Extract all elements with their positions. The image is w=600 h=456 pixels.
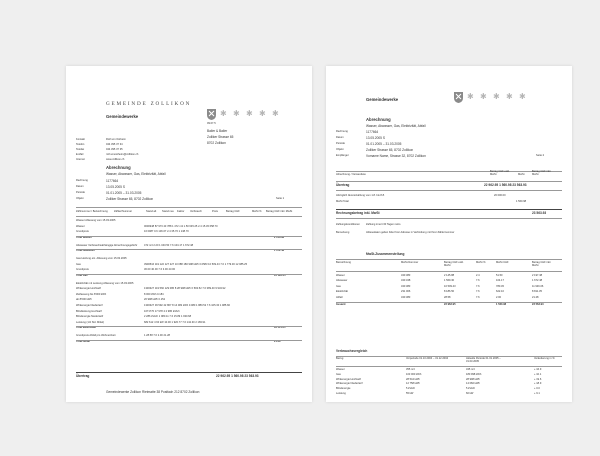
column-header: Abrechnung / Verwendete (336, 173, 366, 176)
meta-label: Rechnung (336, 130, 348, 133)
meta-value: 13.05.2005 S (106, 185, 125, 189)
divider (76, 207, 302, 208)
subtotal-label: Total Abwasser (76, 249, 95, 253)
column-header: Betrag CHF inkl. MwSt (532, 261, 552, 267)
line-item-label: Gas (76, 262, 81, 266)
table-cell: 55 kW (406, 392, 414, 395)
contact-value: 044 395 37 34 (106, 143, 123, 146)
table-cell: 8 186.50 (444, 290, 455, 294)
table-cell: 7.6 (476, 279, 480, 283)
column-header: Verbrauch (190, 210, 202, 213)
note-label: Zahlungskonditionen (336, 223, 360, 226)
line-item-label: Wirkenergie Niedertarif (76, 304, 103, 307)
page-footer: Gemeindewerke Zollikon Rietmatte 38 Postfach 212 8702 Zollikon (106, 390, 200, 394)
table-cell: 7.6 (476, 295, 480, 299)
table-cell: 51.50 (496, 274, 503, 277)
table-cell: 1 569.30 (444, 279, 455, 283)
department-name: Gemeindewerke (106, 114, 139, 119)
table-total-cell: 1 560.98 (496, 303, 507, 306)
column-header: MwSt % (252, 210, 262, 213)
divider (336, 181, 562, 182)
page-number: Seite 1 (276, 197, 285, 200)
table-cell: 14 082 kWh (466, 382, 480, 386)
table-cell: + 19.6 (534, 377, 542, 381)
divider (336, 171, 562, 172)
line-item-values: 682 612 4 60 kW 10.00 1 920.77 7.6 142.30 2 183.91 (144, 320, 206, 324)
column-header: Veränderung in % (534, 357, 555, 360)
line-item-values: 2 286 kVArh 1 980.11 7.6 15.89 1 930.68 (144, 315, 192, 319)
divider (76, 326, 302, 327)
line-item-label: ab 8'000 kWh (76, 298, 92, 302)
table-cell: 103 000 kWh (406, 372, 422, 376)
contact-label: Telefon (76, 143, 85, 146)
document-title: Abrechnung (106, 165, 131, 170)
contact-label: Internet (76, 158, 85, 161)
table-cell: Wirkenergie Hochtarif (336, 377, 361, 381)
meta-value: 1177664 (106, 179, 119, 183)
contact-value: www.zollikon.ch (106, 158, 125, 161)
column-header: Betrag CHF exkl. MwSt (444, 261, 464, 267)
meta-value: 01.01.2005 – 31.03.2005 (106, 191, 142, 195)
table-cell: 345 m3 (466, 368, 475, 371)
star-icon: ✱ (272, 109, 279, 118)
subtotal-label: Total Abfall (76, 339, 90, 343)
letter-date: 09.07.5 (207, 122, 216, 125)
star-icon: ✱ (519, 92, 526, 101)
table-cell: + 0.0 (534, 387, 540, 391)
meta-label: Periode (76, 191, 85, 194)
line-item-label: Grundpreis (76, 230, 89, 234)
table-cell: 8 811.35 (532, 290, 542, 294)
subtotal-value: 12 128.45 (274, 273, 286, 277)
table-cell: 7.6 (476, 284, 480, 288)
department-name: Gemeindewerke (366, 97, 399, 102)
column-header: Bezeichnung (336, 261, 351, 264)
line-value: 20 000.00 (494, 194, 506, 197)
column-header: Stand alt (146, 210, 157, 213)
table-cell: 11 946.06 (532, 284, 544, 288)
document-subtitle: Wasser, Abwasser, Gas, Elektrizität, Abfall (106, 172, 166, 176)
meta-label: Periode (336, 142, 345, 145)
divider (336, 190, 562, 191)
star-icon: ✱ (506, 92, 513, 101)
meta-label: Empfänger (336, 154, 349, 157)
line-item-label: Grundpreis Abfall pro Wohneinheit (76, 334, 116, 338)
table-cell: 622.10 (496, 290, 504, 294)
column-header: Betrag CHF (226, 210, 240, 213)
table-total-cell: Gesamt (336, 303, 346, 306)
star-icon: ✱ (233, 109, 240, 118)
table-cell: 180 998 kWh (466, 372, 482, 376)
table-cell: 340 383 (401, 295, 411, 299)
column-header: Zählnummer / Bezeichnung (76, 210, 108, 213)
column-header: Betrag CHF inkl. MwSt (266, 210, 293, 213)
table-cell: 104.17 (496, 279, 504, 283)
meta-value: 1177664 (366, 130, 379, 134)
coat-of-arms-icon (207, 109, 216, 120)
table-cell: 2 197.38 (532, 274, 543, 277)
note-value: Zahlung innert 30 Tagen netto (366, 223, 401, 226)
table-cell: 21.28 (532, 295, 539, 299)
divider (76, 340, 302, 341)
meta-value: Vorname Name, Strasse 32, 8702 Zollikon (366, 154, 426, 158)
divider (76, 236, 302, 237)
meta-label: Objekt (76, 197, 84, 200)
carry-forward-values: 22 962.95 1 560.98 23 563.93 (484, 183, 527, 187)
line-item-values: 3900516 119 122 127 227 10 088 180 998 kWh 0.0583 10 509.43 7.6 1 779.30 12 085.25 (144, 262, 248, 266)
meta-label: Datum (76, 185, 84, 188)
table-cell: + 10.1 (534, 372, 542, 376)
page-number: Seite 2 (536, 154, 545, 157)
divider (336, 259, 562, 260)
subtotal-label: Total Wasser (76, 235, 92, 239)
table-cell: Abfall (336, 295, 343, 299)
carry-forward-label: Übertrag (336, 183, 350, 187)
subtotal-value: 2 143.98 (274, 235, 285, 239)
table-total-cell: 22 962.95 (444, 303, 456, 306)
line-label: Abzüglich Akontozahlung vom 1.8. bis 8.8. (336, 194, 385, 197)
invoice-total-label: Rechnungsbetrag inkl. MwSt (336, 211, 380, 215)
subtotal-label: Total Elektrizität (76, 326, 96, 330)
table-cell: Wirkenergie Niedertarif (336, 382, 363, 386)
table-cell: 340 348 (401, 279, 411, 283)
column-header: MwSt-Nummer (401, 261, 419, 264)
contact-label: Kontakt (76, 138, 85, 141)
column-header: Aktuelle Periode 01.01.2005 – 31.03.2005 (466, 357, 501, 363)
table-cell: 12 758 kWh (406, 382, 420, 386)
line-item-label: Gas Heizung etc. Ablesung vom 15.03.2005 (76, 257, 127, 260)
carry-forward-values: 22 962.95 1 560.98 23 563.93 (216, 374, 259, 378)
table-cell: 28 544 kWh (406, 377, 420, 381)
line-item-label: Wasser Ablesung vom 15.03.2005 (76, 219, 116, 222)
carry-forward-label: Übertrag (76, 374, 90, 378)
table-cell: Gas (336, 284, 341, 288)
meta-value: Zolliker Strasse 65, 8702 Zollikon (366, 148, 414, 152)
table-cell: Elektrizität (336, 290, 348, 294)
consumption-comparison-title: Verbrauchsvergleich (336, 349, 368, 353)
table-cell: Wasser (336, 274, 345, 277)
column-header: Betrag CHF inkl. MwSt (532, 170, 552, 176)
meta-label: Datum (336, 136, 344, 139)
column-header: MwSt CHF (496, 261, 509, 264)
subtotal-label: Total Gas (76, 273, 88, 277)
meta-value: 01.01.2005 – 31.03.2005 (366, 142, 402, 146)
recipient-line: Bailer & Bailer (207, 129, 228, 133)
star-icon: ✱ (220, 109, 227, 118)
star-icon: ✱ (467, 92, 474, 101)
document-title: Abrechnung (366, 117, 391, 122)
line-item-values: 1671770 17 978 4 2 986 kVArh (144, 309, 180, 313)
invoice-total-value: 23 563.93 (532, 211, 547, 215)
table-cell: 355 m3 (406, 368, 415, 371)
line-item-label: Abwasser Verbrauchsabhängige Abrechnungsgebühr (76, 243, 138, 247)
table-cell: + 18.9 (534, 382, 542, 386)
divider (336, 356, 562, 357)
document-subtitle: Wasser, Abwasser, Gas, Elektrizität, Abfall (366, 124, 426, 128)
meta-value: Zolliker Strasse 65, 8702 Zollikon (106, 197, 154, 201)
column-header: Stand neu (162, 210, 174, 213)
contact-label: Telefax (76, 148, 85, 151)
divider (76, 274, 302, 275)
line-item-values: 1330327 119 560 129 086 8 28 998 kWh 6 593.52 7.6 389.40 9 934.92 (144, 287, 226, 291)
subtotal-value: 21.28 (274, 339, 281, 343)
line-item-values: 16 0987 0.6 136.67 2.4 35.70 1 138.70 (144, 230, 189, 234)
divider (76, 216, 302, 217)
vat-summary-title: MwSt-Zusammenstellung (366, 252, 405, 256)
table-cell: 60 kW (466, 392, 474, 395)
line-item-values: 30.00 40.00 7.6 3.00 43.00 (144, 268, 176, 272)
column-header: Vorperiode 01.10.2004 – 31.12.2004 (406, 357, 449, 360)
table-cell: Leistung (336, 392, 346, 395)
column-header: Preis (212, 210, 218, 213)
invoice-page-1 (66, 66, 312, 402)
line-item-label: Wirkenergie Hochtarif (76, 287, 101, 291)
line-item-values: 472 m3 2.20 1 040.50 7.6 104.17 1 672.48 (144, 243, 194, 247)
table-cell: 5 kVArh (406, 387, 416, 391)
star-icon: ✱ (493, 92, 500, 101)
table-cell: 1 672.48 (532, 279, 543, 283)
line-item-values: 1330327 39 592 42 867 8 14 082 kWh 0.080 1 880.52 7.6 105.30 1 985.82 (144, 304, 230, 307)
line-item-label: Leistung (1/4 Std. Mittel) (76, 320, 105, 324)
subtotal-value: 1 672.48 (274, 249, 285, 253)
column-header: Zähler/Nummer (114, 210, 133, 213)
invoice-page-2 (326, 66, 572, 402)
line-item-label: Elektrizität mit Leistung Ablesung vom 15.03.2005 (76, 281, 134, 285)
table-cell: 10 509.43 (444, 284, 456, 288)
column-header: Bezug (336, 357, 344, 360)
table-cell: 2.4 (476, 274, 480, 277)
table-cell: 780.45 (496, 284, 504, 288)
table-cell: 28 998 kWh (466, 377, 480, 381)
table-cell: Wasser (336, 368, 345, 371)
line-item-values: 8 000 kWh 0.184 (144, 292, 164, 296)
divider (76, 249, 302, 250)
municipality-name: GEMEINDE ZOLLIKON (106, 101, 192, 107)
contact-value: 044 395 37 35 (106, 148, 123, 151)
star-icon: ✱ (246, 109, 253, 118)
table-cell: Abwasser (336, 279, 348, 283)
line-item-values: 20 998 kWh 0.152 (144, 298, 166, 302)
contact-label: E-Mail (76, 153, 84, 156)
table-cell: + 16.9 (534, 368, 542, 371)
table-cell: 5 kVArh (466, 387, 476, 391)
coat-of-arms-icon (454, 92, 463, 103)
star-icon: ✱ (480, 92, 487, 101)
divider (336, 209, 562, 210)
line-item-values: 0000948 87 973 43 788 1 472 m3 1.50 645.25 2.4 15.45 658.70 (144, 224, 218, 228)
divider (336, 271, 562, 272)
column-header: MwSt (518, 173, 525, 176)
divider (76, 372, 302, 373)
divider (336, 366, 562, 367)
table-cell: + 9.1 (534, 392, 540, 395)
table-cell: 7.6 (476, 290, 480, 294)
line-item-label: Blindleistung Hochtarif (76, 309, 102, 313)
line-item-label: Wasser (76, 224, 85, 228)
note-label: Bemerkung (336, 231, 350, 234)
table-cell: Gas (336, 372, 341, 376)
table-cell: 340 383 (401, 284, 411, 288)
table-total-cell: 23 563.93 (532, 303, 544, 306)
recipient-line: Zolliker Strasse 65 (207, 135, 234, 139)
table-cell: 2 145.88 (444, 274, 455, 277)
column-header: MwSt % (476, 261, 486, 264)
table-cell: 2.00 (496, 295, 502, 299)
line-value: 1 560.98 (516, 200, 527, 203)
column-header: Faktor (177, 210, 185, 213)
divider (336, 218, 562, 219)
table-cell: 340 383 (401, 274, 411, 277)
meta-label: Objekt (336, 148, 344, 151)
note-value: Ablesedaten gelten bitte Ihrer Adresse in Verbindung mit Ihrer Zählernummer (366, 231, 455, 234)
line-item-label: Zielfassung bis 8'000 kWh (76, 292, 107, 296)
table-cell: Blindenergie (336, 387, 351, 391)
star-icon: ✱ (259, 109, 266, 118)
line-label: MwSt Total (336, 200, 349, 203)
contact-value: Rolf von Ostheim (106, 138, 126, 141)
contact-value: rolf.vonostheim@zollikon.ch (106, 153, 139, 156)
meta-value: 13.05.2005 S (366, 136, 385, 140)
column-header: Betrag CHF exkl. MwSt (490, 170, 510, 176)
line-item-label: Grundpreis (76, 268, 89, 272)
subtotal-value: 18 511.35 (274, 326, 286, 330)
line-item-label: Blindenergie Niedertarif (76, 315, 104, 319)
meta-label: Rechnung (76, 179, 88, 182)
table-cell: 28.58 (444, 295, 451, 299)
recipient-line: 8702 Zollikon (207, 141, 226, 145)
line-item-values: 1 28.58 7.6 2.00 21.28 (144, 334, 170, 338)
table-cell: 231 006 (401, 290, 411, 294)
